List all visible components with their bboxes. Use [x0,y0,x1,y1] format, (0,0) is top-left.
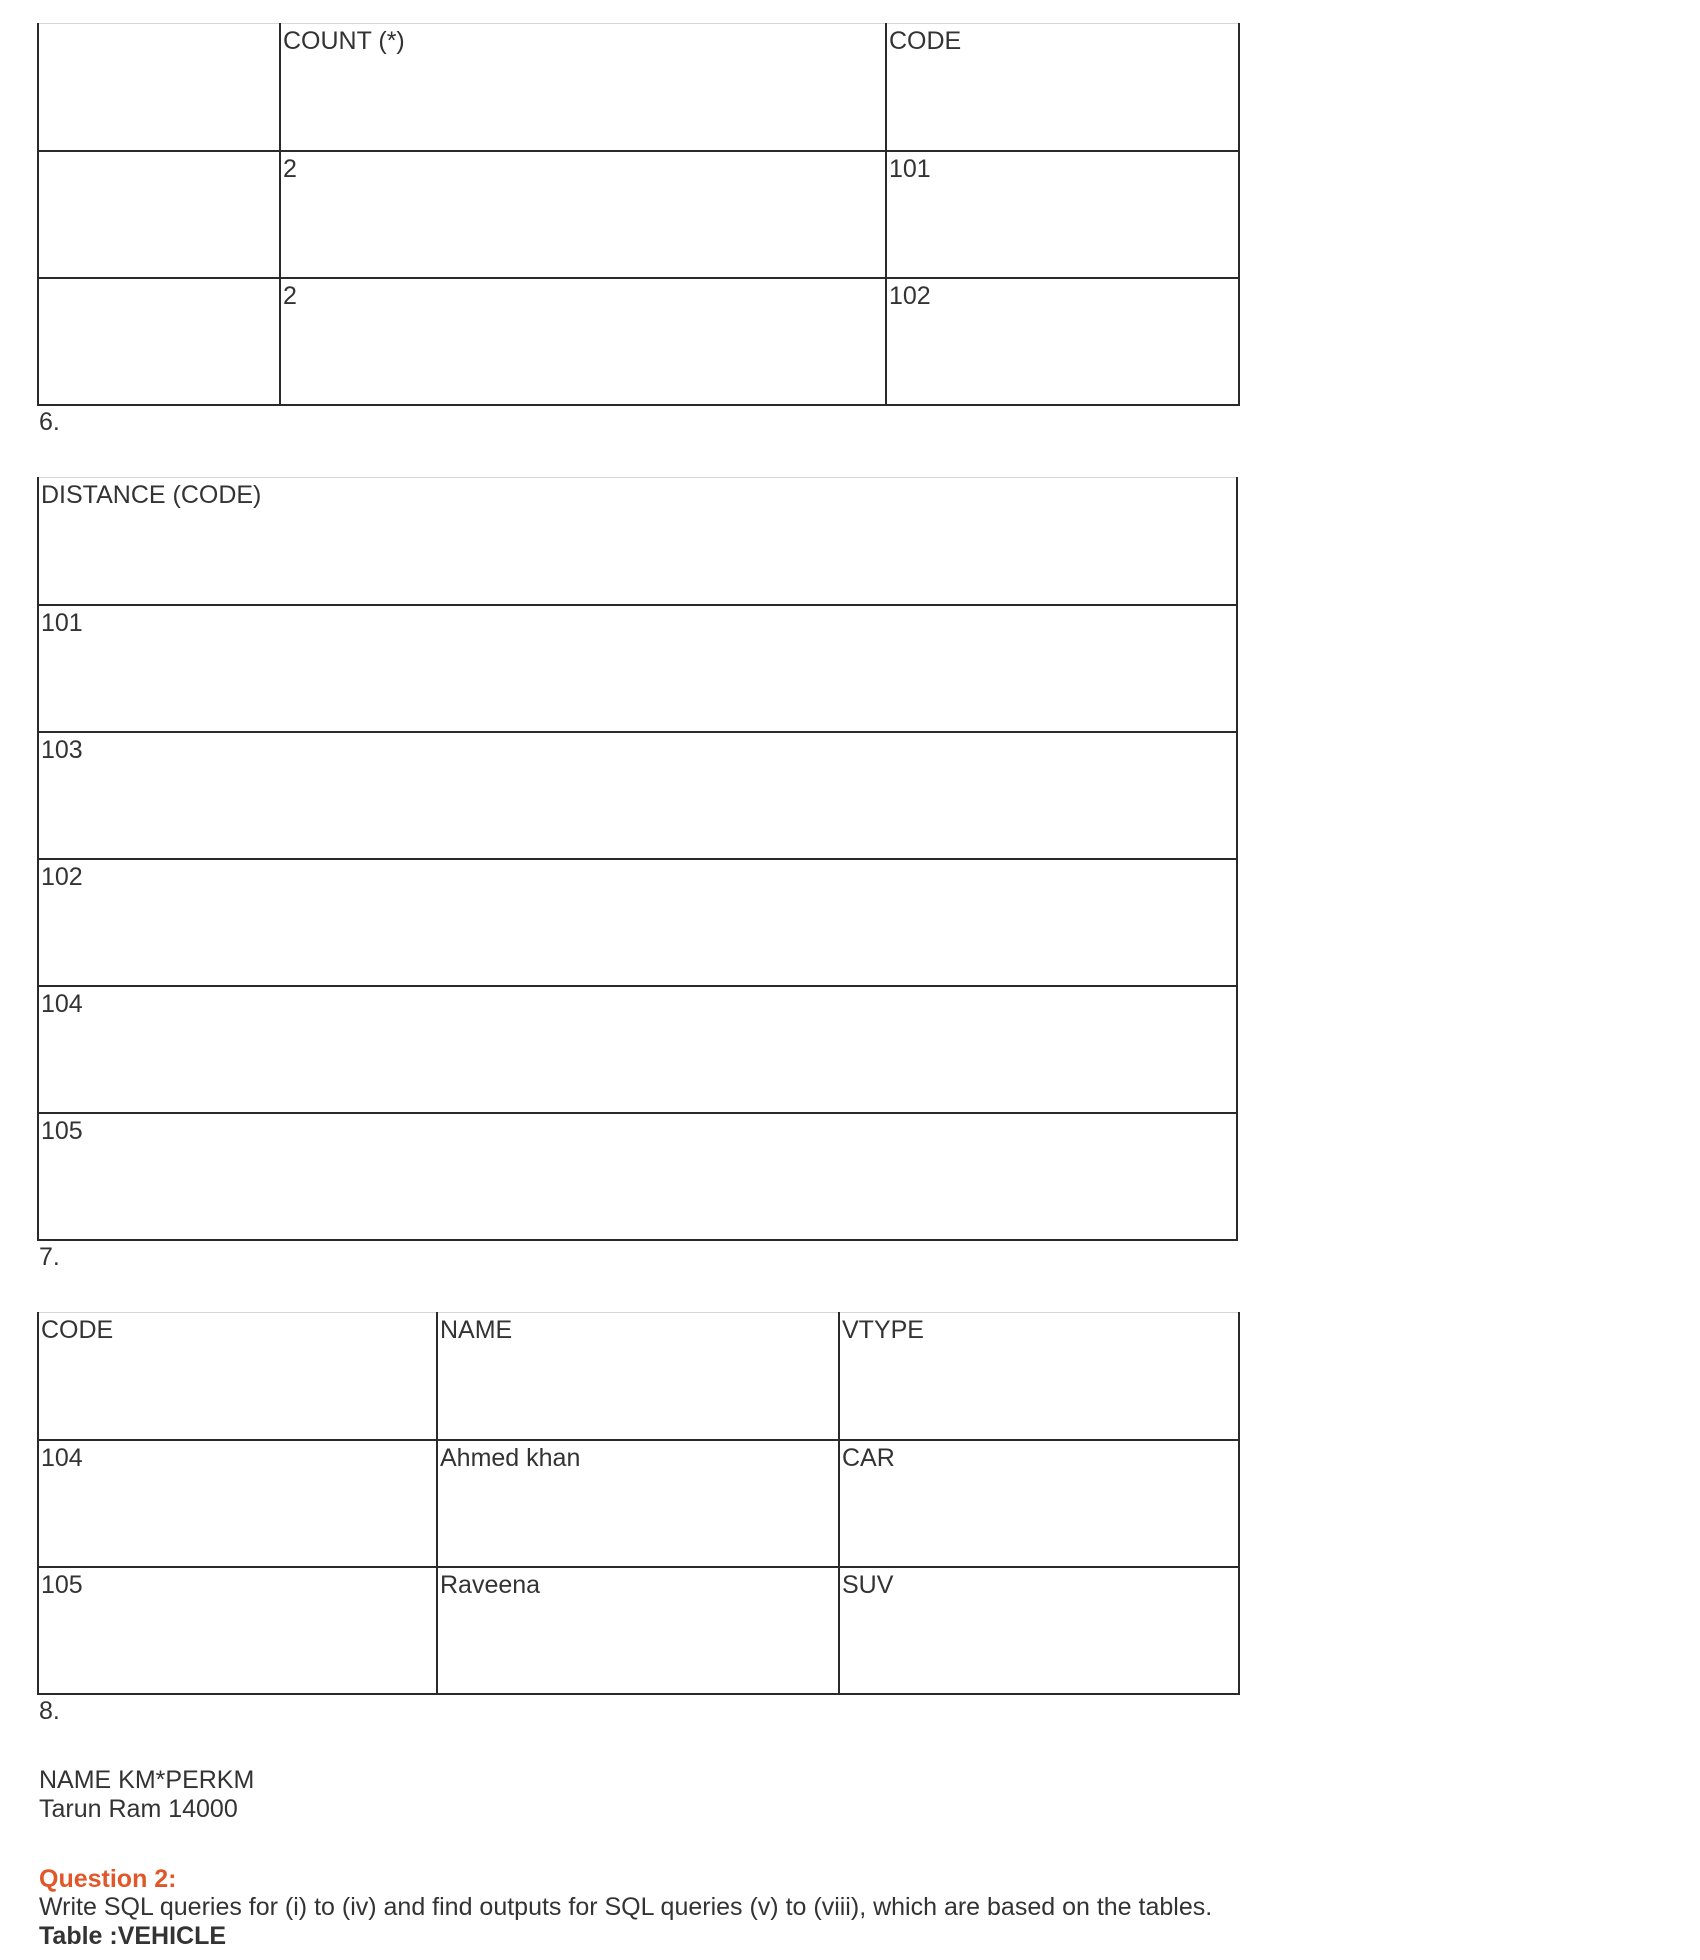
table-caption: Table :VEHICLE [39,1922,227,1950]
output-table-7 [37,1312,1240,1695]
output-8-header: NAME KM*PERKM [39,1766,255,1794]
question-title: Question 2: [39,1865,177,1893]
table-row [38,1567,1239,1694]
table-row [38,859,1237,986]
table-cell: 104 [38,1440,437,1567]
table-cell [38,24,280,151]
table-cell: 103 [38,732,1237,859]
table-row [38,732,1237,859]
table-header-cell: DISTANCE (CODE) [38,478,1237,605]
item-number-6: 6. [39,408,60,436]
table-header-cell: NAME [437,1313,839,1440]
table-cell: 105 [38,1567,437,1694]
table-cell: SUV [839,1567,1239,1694]
table-row [38,278,1239,405]
table-header-row [38,1313,1239,1440]
table-row [38,986,1237,1113]
table-row [38,1440,1239,1567]
table-cell: 2 [280,151,886,278]
table-cell: 2 [280,278,886,405]
table-cell: 104 [38,986,1237,1113]
question-text: Write SQL queries for (i) to (iv) and find outputs for SQL queries (v) to (viii), which are based on the tables. [39,1893,1213,1921]
table-cell: CAR [839,1440,1239,1567]
table-header-row [38,478,1237,605]
table-cell: 102 [38,859,1237,986]
table-header-cell: CODE [38,1313,437,1440]
output-8-row: Tarun Ram 14000 [39,1795,238,1823]
table-cell: 105 [38,1113,1237,1240]
table-row [38,605,1237,732]
table-cell [38,151,280,278]
item-number-8: 8. [39,1697,60,1725]
item-number-7: 7. [39,1243,60,1271]
table-header-cell: CODE [886,24,1239,151]
table-cell: Raveena [437,1567,839,1694]
table-header-cell: VTYPE [839,1313,1239,1440]
table-cell: Ahmed khan [437,1440,839,1567]
table-cell: 101 [38,605,1237,732]
table-header-row [38,24,1239,151]
table-header-cell: COUNT (*) [280,24,886,151]
table-cell: 102 [886,278,1239,405]
output-table-5 [37,23,1240,406]
table-row [38,151,1239,278]
table-cell [38,278,280,405]
table-row [38,1113,1237,1240]
table-cell: 101 [886,151,1239,278]
output-table-6 [37,477,1238,1241]
